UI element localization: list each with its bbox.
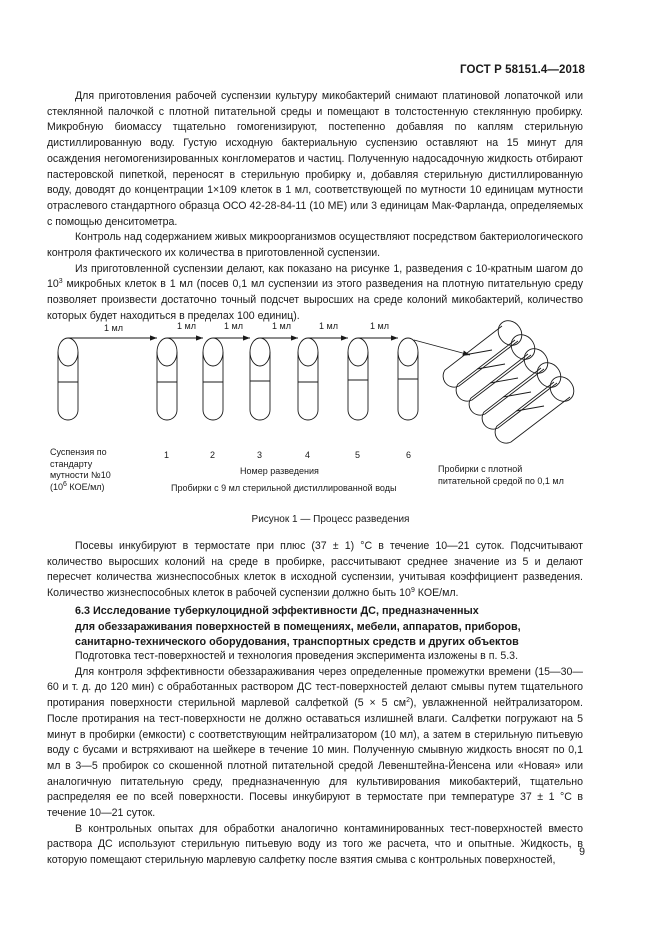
tube-3 (250, 338, 270, 420)
tube-number: 2 (210, 450, 216, 460)
transfer-label: 1 мл (177, 321, 196, 331)
agar-tubes-label: Пробирки с плотной питательной средой по 0,1 мл (438, 464, 564, 486)
agar-tubes (443, 316, 579, 443)
transfer-label: 1 мл (104, 323, 123, 333)
transfer-label: 1 мл (319, 321, 338, 331)
text-block-preparation (47, 89, 583, 325)
text-block-section-6-3 (47, 649, 583, 869)
paragraph-suspension-preparation: Для приготовления рабочей суспензии культуру микобактерий снимают платиновой лопаточкой или стеклянной палочкой с плотной питательной среды и помещают в толстостенную стеклянную пробирку. Микробную биомассу тщательно гомогенизируют, постепенно добавляя по каплям стерильную дистиллированную воду. Густую исходную бактериальную суспензию оставляют на 15 минут для осаждения негомогенизированных конгломератов и частиц. Полученную надосадочную жидкость отбирают пастеровской пипеткой, переносят в стерильную пробирку и, добавляя стерильную дистиллированную воду, доводят до концентрации 1×109 клеток в 1 мл, соответствующей по мутности 10 единицам мутности отраслевого стандартного образца ОСО 42-28-84-11 (10 МЕ) или 3 единицам Мак-Фарланда, определяемых с помощью денситометра. (47, 90, 583, 228)
section-heading-6-3: 6.3 Исследование туберкулоцидной эффективности ДС, предназначенных для обеззараживания поверхностей в помещениях, мебели, аппаратов, приборов, санитарно-технического оборудования, транспортных средств и других объектов (75, 605, 521, 649)
tube-2 (203, 338, 223, 420)
tube-source (58, 338, 78, 420)
paragraph-test-surfaces: Подготовка тест-поверхностей и технология проведения эксперимента изложены в п. 5.3. (75, 650, 519, 662)
text-block-incubation (47, 539, 583, 602)
paragraph-control: Контроль над содержанием живых микроорганизмов осуществляют посредством бактериологического контроля фактического их количества в приготовленной суспензии. (47, 231, 583, 260)
tube-number: 5 (355, 450, 361, 460)
tube-number: 1 (164, 450, 170, 460)
tube-6 (398, 338, 418, 420)
tube-number: 6 (406, 450, 412, 460)
transfer-label: 1 мл (272, 321, 291, 331)
page-number: 9 (579, 846, 585, 858)
document-standard-number: ГОСТ Р 58151.4—2018 (460, 64, 585, 76)
figure-dilution-process (0, 310, 661, 510)
tube-number: 3 (257, 450, 263, 460)
paragraph-dilutions: Из приготовленной суспензии делают, как показано на рисунке 1, разведения с 10-кратным шагом до $10^3$ микробных клеток в 1 мл (посев 0,1 мл суспензии из этого разведения на плотную питательную среду позволяет произвести достаточно точный подсчет выросших на среде колоний микобактерий, количество которых будет находиться в пределах 100 единиц). (47, 262, 583, 322)
tube-1 (157, 338, 177, 420)
transfer-label: 1 мл (370, 321, 389, 331)
paragraph-efficacy-control: Для контроля эффективности обеззараживания через определенные промежутки времени (15—30—60 и т. д. до 120 мин) с обработанных раствором ДС тест-поверхностей делают смывы путем тщательного протирания поверхности стерильной марлевой салфеткой (5 × 5 $см^2$), увлажненной нейтрализатором. После протирания на тест-поверхности не должно оставаться излишней влаги. Салфетки погружают на 5 минут в пробирки (емкости) с соответствующим нейтрализатором (10 мл), а затем в стерильную питьевую воду с бусами и встряхивают на шейкере в течение 10 мин. Полученную смывную жидкость вносят по 0,1 мл в 3—5 пробирок со скошенной плотной питательной средой Левенштейна-Йенсена или «Новая» или аналогичную питательную среду, предназначенную для культивирования микобактерий, тщательно распределяя ее по всей поверхности. Посевы инкубируют в термостате при температуре 37 ± 1 °С в течение 10—21 суток. (47, 665, 583, 820)
paragraph-incubation: Посевы инкубируют в термостате при плюс (37 ± 1) °С в течение 10—21 суток. Подсчитывают количество выросших колоний на среде в пробирке, рассчитывают среднее значение из 5 и делают пересчет количества жизнеспособных клеток в исходной суспензии, учитывая коэффициент разведения. Количество жизнеспособных клеток в рабочей суспензии должно быть $10^9$ КОЕ/мл. (47, 540, 583, 600)
figure-caption: Рисунок 1 — Процесс разведения (251, 514, 410, 525)
dilution-number-label: Номер разведения (240, 466, 319, 476)
tube-5 (348, 338, 368, 420)
paragraph-control-experiments: В контрольных опытах для обработки аналогично контаминированных тест-поверхностей вместо раствора ДС используют стерильную питьевую воду из того же расчета, что и опытные. Жидкость, в которую помещают стерильную марлевую салфетку после взятия смыва с контрольных поверхностей, (47, 822, 583, 867)
water-tubes-label: Пробирки с 9 мл стерильной дистиллированной воды (171, 483, 397, 493)
source-suspension-label: Суспензия по стандарту мутности №10 ($10^6$ КОЕ/мл) (50, 447, 111, 492)
tube-4 (298, 338, 318, 420)
transfer-label: 1 мл (224, 321, 243, 331)
tube-number: 4 (305, 450, 311, 460)
